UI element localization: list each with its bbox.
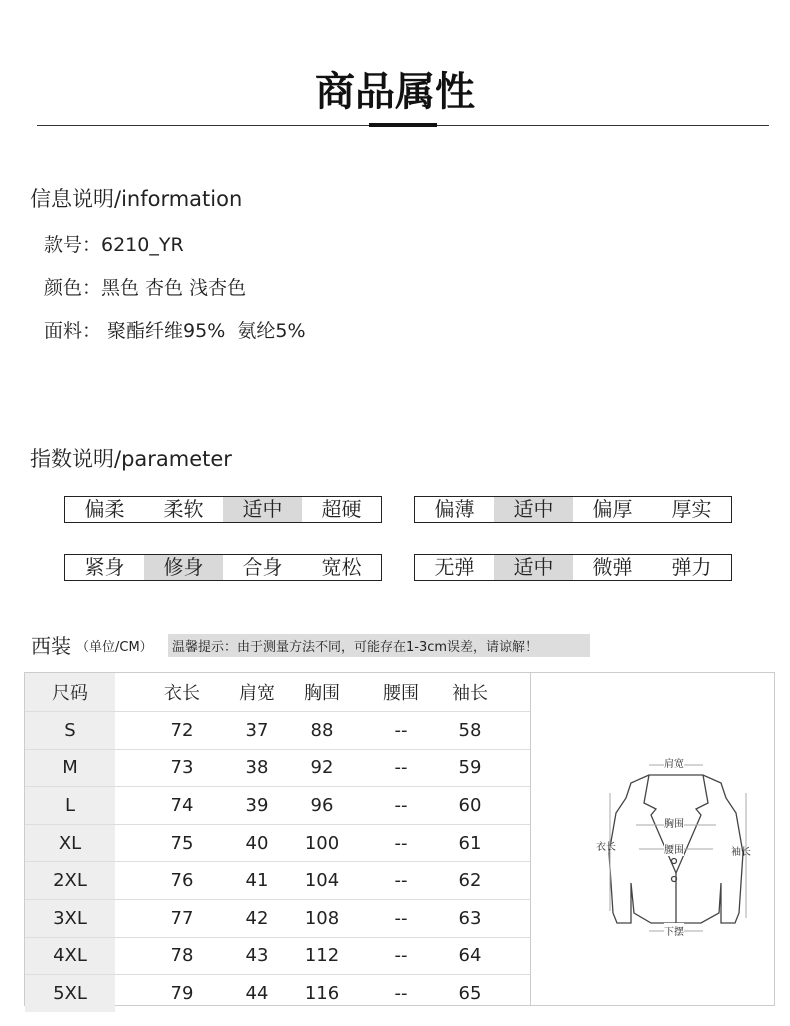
scale-option: 偏厚: [592, 497, 633, 521]
table-cell: 62: [458, 870, 482, 892]
table-cell: 72: [170, 719, 194, 741]
column-header: 胸围: [304, 683, 340, 704]
table-cell: 73: [170, 757, 194, 779]
table-cell: 108: [304, 907, 340, 929]
label-shoulder: 肩宽: [664, 755, 684, 770]
table-cell: 42: [245, 907, 269, 929]
table-cell: 65: [458, 982, 482, 1004]
table-cell: 75: [170, 832, 194, 854]
column-header: 尺码: [25, 673, 115, 711]
scale-option: 超硬: [321, 497, 362, 521]
label-waist: 腰围: [664, 841, 684, 856]
table-cell: 78: [170, 945, 194, 967]
style-number: 款号：6210_YR: [44, 234, 184, 256]
size-title: 西装: [31, 634, 71, 658]
column-header: 肩宽: [239, 683, 275, 704]
table-cell: XL: [25, 825, 115, 862]
scale-option: 厚实: [671, 497, 712, 521]
table-cell: 100: [304, 832, 340, 854]
table-row: [25, 825, 530, 863]
table-cell: 40: [245, 832, 269, 854]
table-header: [25, 673, 530, 712]
table-cell: 88: [310, 719, 334, 741]
table-cell: 116: [304, 982, 340, 1004]
table-cell: 3XL: [25, 900, 115, 937]
size-unit: （单位/CM）: [76, 640, 153, 655]
scale-elasticity: [414, 554, 732, 581]
jacket-icon: [531, 673, 776, 1005]
scale-option: 合身: [242, 555, 283, 579]
table-cell: 79: [170, 982, 194, 1004]
size-note: 温馨提示：由于测量方法不同，可能存在1-3cm误差，请谅解！: [168, 634, 590, 657]
table-row: [25, 750, 530, 788]
table-cell: 63: [458, 907, 482, 929]
table-cell: 39: [245, 794, 269, 816]
table-cell: --: [394, 719, 408, 741]
scale-option: 偏柔: [84, 497, 125, 521]
table-cell: S: [25, 712, 115, 749]
table-cell: --: [394, 870, 408, 892]
scale-option: 弹力: [671, 555, 712, 579]
label-hem: 下摆: [664, 923, 684, 938]
table-cell: 76: [170, 870, 194, 892]
table-row: [25, 975, 530, 1012]
table-row: [25, 712, 530, 750]
scale-option: 宽松: [321, 555, 362, 579]
table-cell: 96: [310, 794, 334, 816]
table-cell: --: [394, 907, 408, 929]
scale-softness: [64, 496, 382, 523]
table-row: [25, 787, 530, 825]
table-cell: 5XL: [25, 975, 115, 1012]
scale-option: 适中: [223, 497, 302, 522]
table-cell: 4XL: [25, 938, 115, 975]
scale-option: 无弹: [434, 555, 475, 579]
divider-accent: [369, 123, 437, 127]
table-cell: --: [394, 794, 408, 816]
table-cell: 64: [458, 945, 482, 967]
page-title: 商品属性: [315, 69, 475, 115]
scale-fit: [64, 554, 382, 581]
scale-option: 修身: [144, 555, 223, 580]
label-chest: 胸围: [664, 815, 684, 830]
table-cell: 37: [245, 719, 269, 741]
scale-option: 偏薄: [434, 497, 475, 521]
column-header: 衣长: [164, 683, 200, 704]
size-table: [24, 672, 775, 1006]
table-cell: 60: [458, 794, 482, 816]
table-cell: M: [25, 750, 115, 787]
table-cell: --: [394, 945, 408, 967]
column-header: 袖长: [452, 683, 488, 704]
fabric-info: 面料： 聚酯纤维95% 氨纶5%: [44, 320, 306, 342]
table-cell: 61: [458, 832, 482, 854]
table-cell: 74: [170, 794, 194, 816]
table-cell: L: [25, 787, 115, 824]
label-sleeve: 袖长: [731, 847, 751, 858]
scale-option: 微弹: [592, 555, 633, 579]
jacket-diagram: [530, 673, 776, 1005]
table-cell: 59: [458, 757, 482, 779]
scale-option: 柔软: [163, 497, 204, 521]
column-header: 腰围: [383, 683, 419, 704]
table-cell: 38: [245, 757, 269, 779]
table-row: [25, 900, 530, 938]
scale-thickness: [414, 496, 732, 523]
info-heading: 信息说明/information: [30, 187, 243, 211]
table-row: [25, 938, 530, 976]
table-row: [25, 862, 530, 900]
parameter-heading: 指数说明/parameter: [30, 447, 232, 471]
label-length: 衣长: [596, 842, 616, 853]
table-cell: 77: [170, 907, 194, 929]
table-cell: 104: [304, 870, 340, 892]
scale-option: 紧身: [84, 555, 125, 579]
table-cell: 2XL: [25, 862, 115, 899]
table-cell: 112: [304, 945, 340, 967]
table-cell: --: [394, 832, 408, 854]
table-cell: --: [394, 982, 408, 1004]
scale-option: 适中: [494, 497, 573, 522]
table-cell: 44: [245, 982, 269, 1004]
color-info: 颜色：黑色 杏色 浅杏色: [44, 277, 247, 299]
table-cell: 41: [245, 870, 269, 892]
table-cell: --: [394, 757, 408, 779]
table-cell: 92: [310, 757, 334, 779]
scale-option: 适中: [494, 555, 573, 580]
table-cell: 43: [245, 945, 269, 967]
table-cell: 58: [458, 719, 482, 741]
